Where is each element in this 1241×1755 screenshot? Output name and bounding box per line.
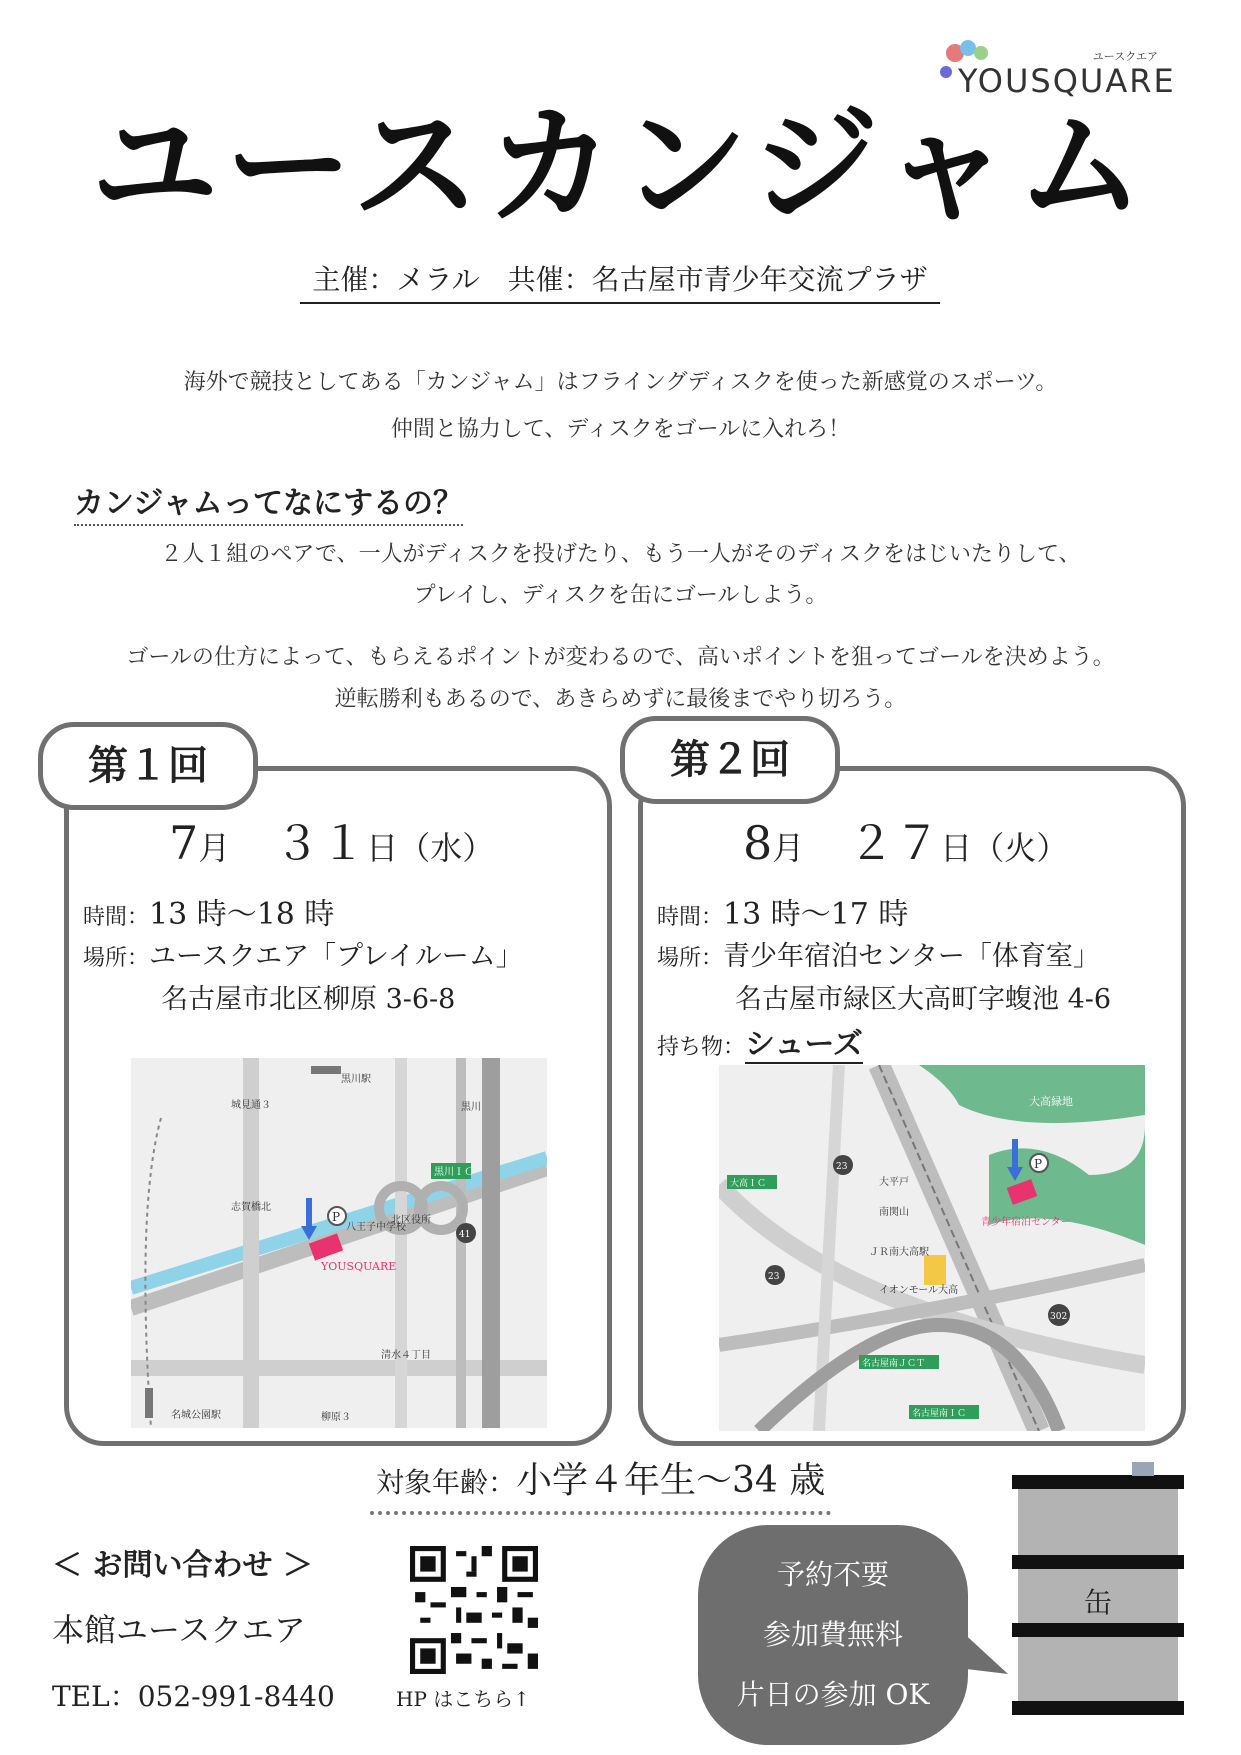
qr-graphic bbox=[410, 1546, 538, 1674]
svg-text:41: 41 bbox=[459, 1230, 471, 1240]
svg-text:YOUSQUARE: YOUSQUARE bbox=[321, 1260, 397, 1273]
svg-text:名古屋南ＪＣＴ: 名古屋南ＪＣＴ bbox=[862, 1359, 926, 1369]
svg-text:大平戸: 大平戸 bbox=[879, 1177, 909, 1188]
svg-text:黒川駅: 黒川駅 bbox=[341, 1074, 371, 1085]
description-line: ２人１組のペアで、一人がディスクを投げたり、もう一人がそのディスクをはじいたりして、 bbox=[160, 542, 1081, 567]
can-band bbox=[1012, 1623, 1184, 1637]
svg-text:大高ＩＣ: 大高ＩＣ bbox=[730, 1179, 767, 1189]
bubble-tail bbox=[958, 1628, 1010, 1678]
page-title: ユースカンジャム bbox=[90, 91, 1151, 241]
svg-text:P: P bbox=[332, 1210, 341, 1224]
description-line: ゴールの仕方によって、もらえるポイントが変わるので、高いポイントを狙ってゴールを決めよう。 bbox=[126, 645, 1115, 670]
svg-text:P: P bbox=[1034, 1157, 1043, 1171]
session-date: 7月 ３１日（水） bbox=[169, 816, 495, 870]
session-time: 時間：13 時〜18 時 bbox=[83, 897, 335, 932]
svg-text:302: 302 bbox=[1050, 1312, 1068, 1322]
session-address: 名古屋市北区柳原 3-6-8 bbox=[161, 984, 456, 1015]
session-place: 場所：青少年宿泊センター「体育室」 bbox=[657, 941, 1100, 972]
session-date: 8月 ２７日（火） bbox=[743, 816, 1069, 870]
bubble-line: 参加費無料 bbox=[762, 1618, 903, 1651]
can-label: 缶 bbox=[1083, 1586, 1112, 1619]
svg-text:志賀橋北: 志賀橋北 bbox=[231, 1202, 271, 1213]
map-yousquare bbox=[131, 1058, 547, 1428]
svg-text:北区役所: 北区役所 bbox=[391, 1215, 431, 1226]
svg-text:大高緑地: 大高緑地 bbox=[1029, 1095, 1073, 1108]
description-line: 逆転勝利もあるので、あきらめずに最後までやり切ろう。 bbox=[334, 687, 907, 712]
svg-text:イオンモール大高: イオンモール大高 bbox=[879, 1285, 959, 1296]
hp-note: HP はこちら↑ bbox=[396, 1687, 531, 1711]
map-graphic bbox=[131, 1058, 547, 1428]
svg-text:名城公園駅: 名城公園駅 bbox=[171, 1410, 221, 1421]
svg-text:南関山: 南関山 bbox=[879, 1207, 909, 1218]
session-card-1 bbox=[64, 766, 612, 1446]
contact-name: 本館ユースクエア bbox=[52, 1611, 306, 1649]
session-place: 場所：ユースクエア「プレイルーム」 bbox=[83, 941, 523, 972]
map-youth-hostel bbox=[719, 1065, 1145, 1431]
map-graphic bbox=[719, 1065, 1145, 1431]
logo-kana: ユースクエア bbox=[1092, 50, 1158, 63]
svg-text:ＪＲ南大高駅: ＪＲ南大高駅 bbox=[869, 1247, 929, 1258]
can-band bbox=[1012, 1475, 1184, 1489]
intro-line-1: 海外で競技としてある「カンジャム」はフライングディスクを使った新感覚のスポーツ。 bbox=[183, 370, 1058, 395]
section-heading: カンジャムってなにするの？ bbox=[74, 478, 463, 526]
can-illustration bbox=[1018, 1475, 1178, 1715]
contact-heading: ＜ お問い合わせ ＞ bbox=[52, 1548, 313, 1583]
session-card-2 bbox=[638, 766, 1186, 1446]
sponsor-line: 主催：メラル 共催：名古屋市青少年交流プラザ bbox=[300, 258, 940, 304]
svg-text:名古屋南ＩＣ: 名古屋南ＩＣ bbox=[912, 1409, 967, 1419]
logo-dot-icon bbox=[974, 46, 988, 60]
qr-code-icon[interactable] bbox=[410, 1546, 538, 1674]
session-address: 名古屋市緑区大高町字蝮池 4-6 bbox=[735, 984, 1112, 1015]
svg-text:柳原３: 柳原３ bbox=[321, 1412, 351, 1423]
svg-text:23: 23 bbox=[836, 1162, 848, 1172]
svg-text:青少年宿泊センター: 青少年宿泊センター bbox=[981, 1217, 1071, 1228]
target-age: 対象年齢：小学４年生〜34 歳 bbox=[370, 1452, 831, 1515]
contact-tel: TEL：052-991-8440 bbox=[52, 1680, 335, 1713]
can-band bbox=[1012, 1555, 1184, 1569]
logo-dot-icon bbox=[940, 66, 952, 78]
session-tab-2: 第２回 bbox=[620, 716, 840, 804]
session-belongings: 持ち物：シューズ bbox=[657, 1027, 863, 1062]
svg-text:八王子中学校: 八王子中学校 bbox=[346, 1222, 406, 1233]
session-time: 時間：13 時〜17 時 bbox=[657, 897, 909, 932]
svg-text:黒川ＩＣ: 黒川ＩＣ bbox=[434, 1167, 474, 1178]
svg-text:城見通３: 城見通３ bbox=[231, 1100, 271, 1111]
svg-text:23: 23 bbox=[768, 1272, 780, 1282]
session-tab-1: 第１回 bbox=[38, 722, 258, 810]
info-bubble bbox=[698, 1525, 968, 1745]
bubble-line: 予約不要 bbox=[776, 1558, 889, 1591]
intro-line-2: 仲間と協力して、ディスクをゴールに入れろ！ bbox=[390, 417, 851, 442]
can-tab bbox=[1132, 1462, 1154, 1476]
svg-text:黒川: 黒川 bbox=[461, 1102, 481, 1113]
logo-name: YOUSQUARE bbox=[958, 62, 1176, 100]
description-line: プレイし、ディスクを缶にゴールしよう。 bbox=[413, 583, 828, 608]
svg-text:清水４丁目: 清水４丁目 bbox=[381, 1350, 431, 1361]
bubble-line: 片日の参加 OK bbox=[736, 1678, 930, 1711]
can-band bbox=[1012, 1701, 1184, 1715]
